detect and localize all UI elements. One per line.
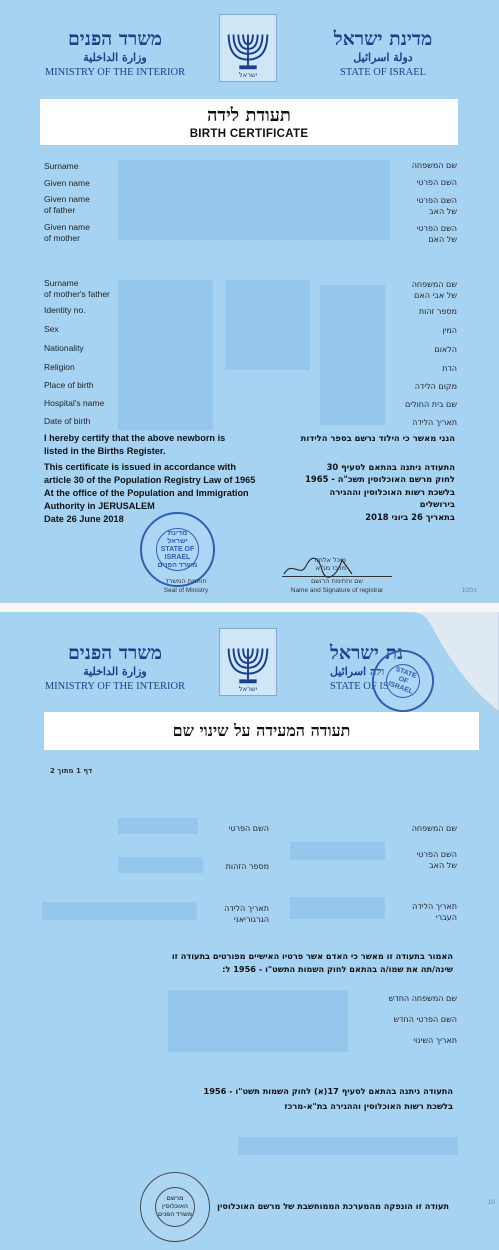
redacted-area [118,160,390,240]
ministry-header [30,642,200,694]
field-label-english: Given name of father [44,194,90,215]
field-label-hebrew: מקום הלידה [414,382,457,391]
title-hebrew: תעודת לידה [207,105,291,126]
stamp-text: מרשם האוכלוסין [161,1195,189,1210]
menorah-icon [220,629,276,695]
seal-hebrew-text: מדינת ישראל [167,529,188,545]
seal-center-text: משרד הפנים [157,561,198,569]
certify-line-he: לחוק מרשם האוכלוסין תשכ"ה - 1965 [305,474,455,484]
state-name-hebrew: נת ישראל [330,642,404,664]
redacted-area [118,818,198,834]
field-label-hebrew: שם המשפחה החדש [388,994,457,1003]
field-label-hebrew: תאריך הלידה הגרגוריאני [224,904,269,924]
signature-title-hebrew: מרכז מנ"א [315,564,346,572]
document-title [40,99,458,145]
field-label-hebrew: שם המשפחה [411,824,457,833]
field-label-english: Nationality [44,343,84,353]
field-label-english: Religion [44,362,75,372]
seal-english-text: STATE OF ISRAEL [387,665,418,696]
field-label-english: Surname of mother's father [44,278,110,299]
signature-caption: Name and Signature of registrar [290,587,384,594]
redacted-area [238,1137,458,1155]
certify-line: Authority in JERUSALEM [44,501,155,511]
signature-name-hebrew: מיכל אלחזר [312,556,346,564]
state-name-english: STATE OF IS [330,681,389,692]
stamp-center-text: משרד הפנים [157,1211,193,1218]
field-label-hebrew: השם הפרטי של האב [416,850,457,870]
seal-under-hebrew: חותמת המשרד [165,577,207,585]
certify-line-he: בירושלים [419,499,455,509]
field-label-english: Place of birth [44,380,94,390]
field-label-hebrew: שם המשפחה של אבי האם [411,280,457,300]
field-label-hebrew: תאריך הלידה העברי [412,902,457,922]
statement-line: שינה/תה את שמו/ה בהתאם לחוק השמות התשט"ו - 1956 ל: [222,963,453,974]
signature-under-hebrew: שם וחתימת הרושם [310,577,364,585]
certify-line-he [245,445,455,461]
issue-line: התעודה ניתנה בהתאם לסעיף 17(א) לחוק השמות תשט"ו - 1956 [203,1086,453,1096]
redacted-area [225,280,310,370]
ministry-name-hebrew: משרד הפנים [67,28,163,50]
ministry-name-arabic: وزارة الداخلية [83,665,147,678]
certify-line: Date 26 June 2018 [44,514,124,524]
field-label-hebrew: השם הפרטי החדש [393,1015,457,1024]
title-english: BIRTH CERTIFICATE [189,128,309,140]
name-change-certificate-page [0,612,499,1250]
field-label-hebrew: מספר הזהות [225,862,269,871]
redacted-area [290,897,385,919]
field-label-english: Given name of mother [44,222,90,243]
issue-text [33,1084,453,1114]
birth-certificate-page [0,0,499,603]
state-name-hebrew: מדינת ישראל [333,28,433,50]
field-label-hebrew: שם בית החולים [404,400,457,409]
certification-english [44,432,274,526]
certify-line: This certificate is issued in accordance with [44,462,236,472]
field-label-english: Given name [44,178,90,188]
redacted-area [290,842,385,860]
page-count: דף 1 מתוך 2 [50,767,93,775]
state-header [298,28,468,80]
ministry-name-hebrew: משרד הפנים [67,642,163,664]
state-name-arabic: ולה اسرائيل [330,665,385,678]
field-label-hebrew: תאריך השינוי [413,1036,457,1045]
ministry-name-arabic: وزارة الداخلية [83,51,147,64]
field-label-hebrew: המין [442,326,457,335]
field-label-hebrew: הלאום [434,345,457,354]
form-number: 10 [488,1200,495,1206]
ministry-name-english: MINISTRY OF THE INTERIOR [44,67,186,78]
redacted-area [320,285,385,425]
redacted-area [118,857,203,873]
field-label-hebrew: מספר זהות [418,307,457,316]
field-label-hebrew: הדת [442,364,457,373]
redacted-area [118,280,213,430]
field-label-hebrew: השם הפרטי [228,824,269,833]
seal-english-text: STATE OF ISRAEL [160,545,195,561]
seal-caption: Seal of Ministry [163,587,209,594]
state-name-arabic: دولة اسرائيل [353,51,413,64]
menorah-icon [220,15,276,81]
seal-inner-ring [381,659,426,704]
field-label-english: Surname [44,161,79,171]
field-label-hebrew: תאריך הלידה [412,418,457,427]
field-label-hebrew: השם הפרטי [416,178,457,187]
certification-hebrew [245,432,455,523]
certify-line-he: התעודה ניתנה בהתאם לסעיף 30 [326,461,455,472]
seal-inner-ring [156,528,199,571]
menorah-emblem-icon [219,14,277,82]
certify-line: article 30 of the Population Registry Law of 1965 [44,475,256,485]
field-label-english: Date of birth [44,416,91,426]
document-title: תעודה המעידה על שינוי שם [44,712,479,750]
field-label-hebrew: השם הפרטי של האב [416,196,457,216]
emblem-caption: ישראל [238,684,258,693]
certify-line-he: בתאריך 26 ביוני 2018 [365,511,455,522]
field-label-english: Identity no. [44,305,86,315]
issue-line: בלשכת רשות האוכלוסין וההגירה בת"א-מרכז [284,1101,453,1111]
field-label-hebrew: שם המשפחה [411,161,457,170]
redacted-area [168,990,348,1052]
form-number: כל/10 [462,588,477,594]
certify-line: listed in the Births Register. [44,446,166,456]
certify-line: I hereby certify that the above newborn is [44,433,226,443]
ministry-name-english: MINISTRY OF THE INTERIOR [44,681,186,692]
state-name-english: STATE OF ISRAEL [339,67,427,78]
certify-line-he: הנני מאשר כי הילוד נרשם בספר הלידות [300,433,455,443]
field-label-english: Sex [44,324,59,334]
statement-text [33,950,453,975]
statement-line: האמור בתעודה זו מאשר כי האדם אשר פרטיו האישיים מפורטים בתעודה זו [171,951,453,961]
field-label-hebrew: השם הפרטי של האם [416,224,457,244]
emblem-caption: ישראל [238,70,258,79]
footer-text: תעודה זו הונפקה מהמערכת הממוחשבת של מרשם האוכלוסין [217,1201,449,1211]
field-label-english: Hospital's name [44,398,105,408]
ministry-seal-stamp [140,512,215,587]
certify-line-he: בלשכת רשות האוכלוסין וההגירה [329,486,455,497]
ministry-header [30,28,200,80]
redacted-area [42,902,197,920]
menorah-emblem-icon [219,628,277,696]
certify-line: At the office of the Population and Immigration [44,488,249,498]
